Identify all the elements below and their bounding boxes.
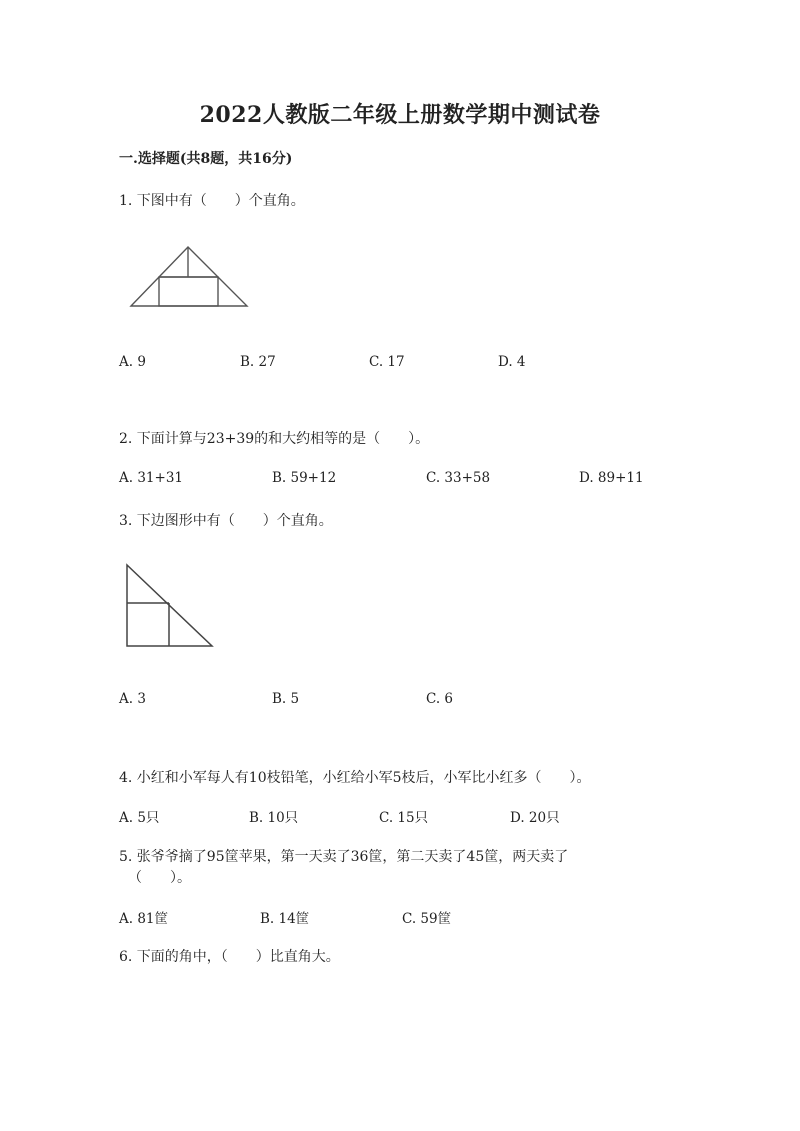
question-2-option-a[interactable]: A. 31+31 bbox=[119, 470, 183, 486]
question-2-stem: 2. 下面计算与23+39的和大约相等的是（ ）。 bbox=[119, 431, 430, 447]
question-1-stem: 1. 下图中有（ ）个直角。 bbox=[119, 193, 305, 209]
question-3-stem: 3. 下边图形中有（ ）个直角。 bbox=[119, 513, 333, 529]
question-1-option-a[interactable]: A. 9 bbox=[119, 354, 146, 370]
question-1-option-d[interactable]: D. 4 bbox=[498, 354, 526, 370]
question-2-option-b[interactable]: B. 59+12 bbox=[272, 470, 337, 486]
question-4-option-c[interactable]: C. 15只 bbox=[379, 810, 429, 826]
question-5-option-c[interactable]: C. 59筐 bbox=[402, 911, 452, 927]
question-1-option-b[interactable]: B. 27 bbox=[240, 354, 276, 370]
question-6-stem: 6. 下面的角中，（ ）比直角大。 bbox=[119, 949, 340, 965]
question-1-option-c[interactable]: C. 17 bbox=[369, 354, 405, 370]
question-4-option-a[interactable]: A. 5只 bbox=[119, 810, 160, 826]
question-3-option-b[interactable]: B. 5 bbox=[272, 691, 300, 707]
page-title: 2022人教版二年级上册数学期中测试卷 bbox=[199, 102, 601, 128]
question-5-option-b[interactable]: B. 14筐 bbox=[260, 911, 310, 927]
question-4-stem: 4. 小红和小军每人有10枝铅笔，小红给小军5枝后，小军比小红多（ ）。 bbox=[119, 770, 591, 786]
question-3-option-c[interactable]: C. 6 bbox=[426, 691, 454, 707]
section-heading: 一.选择题(共8题，共16分) bbox=[119, 151, 293, 167]
question-1-figure-roof-triangle bbox=[128, 244, 252, 310]
question-5-stem-continuation: （ ）。 bbox=[128, 870, 191, 886]
question-3-option-a[interactable]: A. 3 bbox=[119, 691, 146, 707]
question-5-stem: 5. 张爷爷摘了95筐苹果，第一天卖了36筐，第二天卖了45筐，两天卖了 bbox=[119, 849, 569, 865]
question-3-figure-right-triangle bbox=[124, 562, 216, 650]
question-4-option-b[interactable]: B. 10只 bbox=[249, 810, 299, 826]
question-2-option-c[interactable]: C. 33+58 bbox=[426, 470, 491, 486]
question-4-option-d[interactable]: D. 20只 bbox=[510, 810, 560, 826]
question-2-option-d[interactable]: D. 89+11 bbox=[579, 470, 644, 486]
question-5-option-a[interactable]: A. 81筐 bbox=[119, 911, 169, 927]
